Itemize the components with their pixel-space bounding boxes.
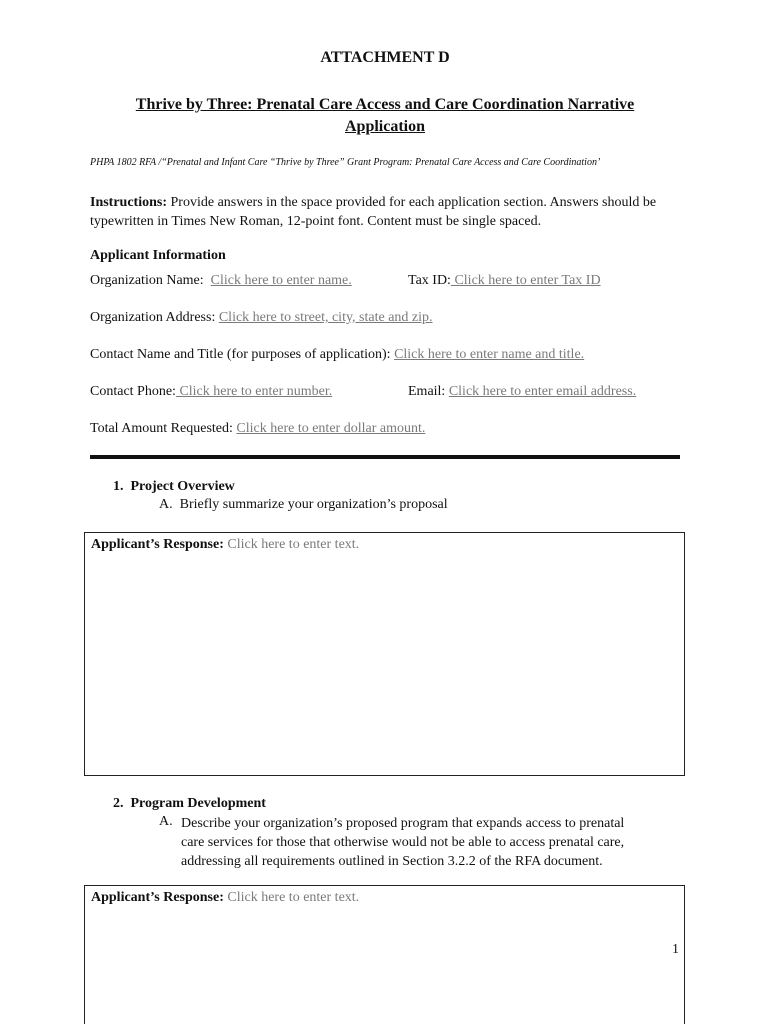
phone-row [90,384,332,400]
amount-field[interactable]: Click here to enter dollar amount. [236,421,426,436]
page-title: ATTACHMENT D [320,49,450,66]
contact-row [90,347,584,363]
section-1-title: Project Overview [130,479,235,494]
instructions-text: Provide answers in the space provided for each application section. Answers should be typewritten in Times New Roman, 12-point font. Content must be single spaced. [90,195,657,229]
phone-field[interactable]: Click here to enter number. [175,384,333,399]
amount-label: Total Amount Requested: [90,421,233,436]
section-divider [90,455,680,459]
email-row [408,384,636,400]
contact-field[interactable]: Click here to enter name and title. [394,347,585,362]
section-1-number: 1. [113,479,124,494]
email-label: Email: [408,384,446,399]
section-2-sub-text [181,814,624,871]
address-row [90,310,433,326]
applicant-info-heading: Applicant Information [90,248,226,263]
section-2-sub-line: Describe your organization’s proposed program that expands access to prenatal [181,816,625,831]
tax-id-label: Tax ID: [408,273,451,288]
org-name-label: Organization Name: [90,273,204,288]
document-subtitle: Thrive by Three: Prenatal Care Access and Care Coordination Narrative Application [135,96,635,135]
section-2-number: 2. [113,796,124,811]
section-1-heading [113,479,235,495]
section-2-title: Program Development [130,796,266,811]
contact-label: Contact Name and Title (for purposes of application): [90,347,391,362]
instructions [90,193,680,231]
response-1-field[interactable]: Click here to enter text. [227,537,360,552]
address-field[interactable]: Click here to street, city, state and zip. [218,310,433,325]
section-1-subitem [159,497,448,513]
section-2-sub-letter: A. [159,814,173,829]
phone-label: Contact Phone: [90,384,176,399]
response-box-1[interactable] [84,532,685,776]
section-2-sub-line: addressing all requirements outlined in Section 3.2.2 of the RFA document. [181,854,603,869]
tax-id-field[interactable]: Click here to enter Tax ID [450,273,601,288]
section-2-sub-line: care services for those that otherwise would not be able to access prenatal care, [181,835,625,850]
section-1-sub-text: Briefly summarize your organization’s proposal [179,497,448,512]
response-1-content [91,537,359,553]
page-number: 1 [672,942,679,957]
org-name-field[interactable]: Click here to enter name. [210,273,352,288]
org-name-row [90,273,352,289]
section-1-sub-letter: A. [159,497,173,512]
section-2-heading [113,796,266,812]
address-label: Organization Address: [90,310,216,325]
amount-row [90,421,425,437]
response-2-field[interactable]: Click here to enter text. [227,890,360,905]
response-1-label: Applicant’s Response: [91,537,224,552]
tax-id-row [408,273,601,289]
response-box-2[interactable] [84,885,685,1024]
email-field[interactable]: Click here to enter email address. [448,384,637,399]
rfa-reference: PHPA 1802 RFA /“Prenatal and Infant Care “Thrive by Three” Grant Program: Prenatal Care Access and Care Coordination’ [90,157,601,168]
response-2-label: Applicant’s Response: [91,890,224,905]
response-2-content [91,890,359,906]
instructions-label: Instructions: [90,195,168,210]
